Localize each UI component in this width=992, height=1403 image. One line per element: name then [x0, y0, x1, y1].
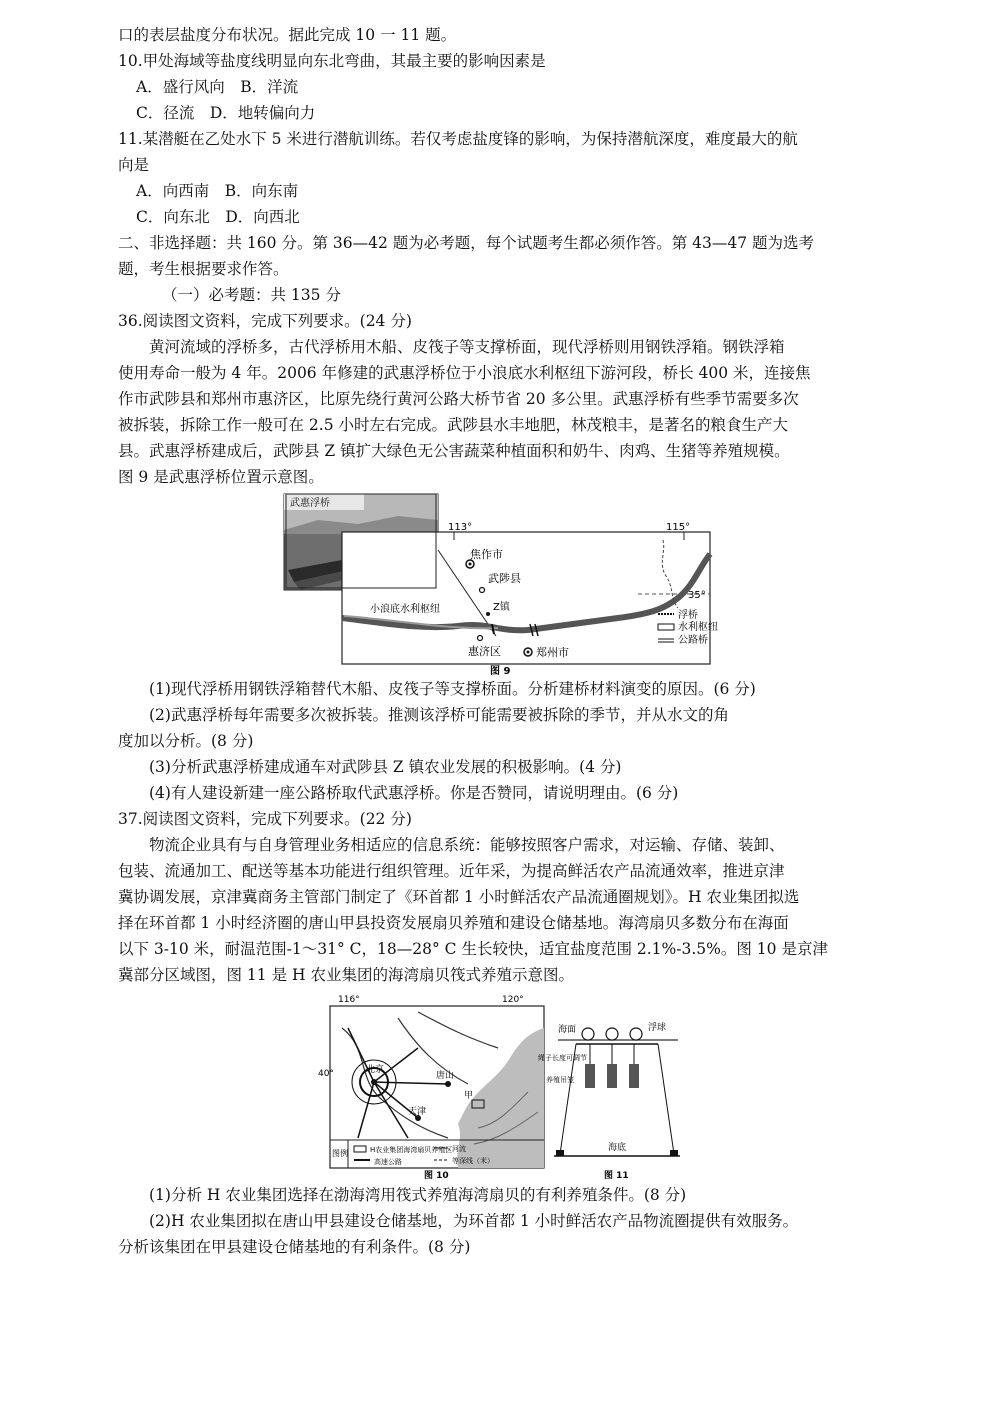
- paragraph-line: 以下 3-10 米，耐温范围-1～31° C，18—28° C 生长较快，适宜盐度范围 2.1%-3.5%。图 10 是京津: [118, 940, 828, 958]
- legend-pontoon: 浮桥: [678, 610, 698, 621]
- subquestion: (1)分析 H 农业集团选择在渤海湾用筏式养殖海湾扇贝的有利养殖条件。(8 分): [149, 1186, 687, 1204]
- subquestion: (4)有人建设新建一座公路桥取代武惠浮桥。你是否赞同，请说明理由。(6 分): [149, 784, 679, 802]
- figures-10-11-svg: [118, 988, 878, 1182]
- label-wuzhi: 武陟县: [488, 572, 521, 585]
- lon-label-113: 113°: [448, 522, 473, 533]
- text-line: 题，考生根据要求作答。: [118, 260, 289, 278]
- text-line: 度加以分析。(8 分): [118, 732, 254, 750]
- label-tangshan: 唐山: [436, 1071, 455, 1081]
- lon-label-115: 115°: [666, 522, 691, 533]
- legend-expressway: 高速公路: [374, 1158, 402, 1166]
- fig10-lat-40: 40°: [318, 1069, 334, 1079]
- label-cage: 养殖吊笼: [546, 1076, 574, 1084]
- paragraph-line: 黄河流域的浮桥多，古代浮桥用木船、皮筏子等支撑桥面，现代浮桥则用钢铁浮箱。钢铁浮箱: [149, 338, 785, 356]
- text-line: 分析该集团在甲县建设仓储基地的有利条件。(8 分): [118, 1238, 471, 1256]
- question-37: 37.阅读图文资料，完成下列要求。(22 分): [118, 810, 412, 828]
- label-tianjin: 天津: [408, 1107, 427, 1117]
- paragraph-line: 县。武惠浮桥建成后，武陟县 Z 镇扩大绿色无公害蔬菜种植面积和奶牛、肉鸡、生猪等养殖规模。: [118, 442, 790, 460]
- label-zhengzhou: 郑州市: [536, 646, 569, 659]
- fig10-legend-title: 图例: [332, 1149, 348, 1158]
- tangshan-symbol: [445, 1081, 451, 1087]
- label-jia: 甲: [464, 1091, 474, 1101]
- photo-label: 武惠浮桥: [290, 498, 330, 509]
- cage: [585, 1064, 595, 1088]
- paragraph-line: 冀协调发展，京津冀商务主管部门制定了《环首都 1 小时鲜活农产品流通圈规划》。H 农业集团拟选: [118, 888, 800, 906]
- label-jiaozuo: 焦作市: [470, 548, 503, 561]
- label-float: 浮球: [648, 1023, 667, 1033]
- paragraph-line: 使用寿命一般为 4 年。2006 年修建的武惠浮桥位于小浪底水利枢纽下游河段，桥长 400 米，连接焦: [118, 364, 811, 382]
- subquestion: (2)武惠浮桥每年需要多次被拆装。推测该浮桥可能需要被拆除的季节，并从水文的角: [149, 706, 729, 724]
- label-z-town: Z镇: [493, 602, 510, 613]
- legend-highway-bridge: 公路桥: [678, 635, 708, 646]
- fig10-lon-116: 116°: [338, 995, 360, 1005]
- question-11: 11.某潜艇在乙处水下 5 米进行潜航训练。若仅考虑盐度锋的影响，为保持潜航深度，难度最大的航: [118, 130, 798, 148]
- legend-river: 河流: [452, 1145, 466, 1153]
- text-line: 口的表层盐度分布状况。据此完成 10 一 11 题。: [118, 26, 457, 44]
- option-line: A．盛行风向 B．洋流: [136, 78, 299, 96]
- legend-dam: 水利枢纽: [678, 622, 718, 633]
- paragraph-line: 被拆装，拆除工作一般可在 2.5 小时左右完成。武陟县水丰地肥，林茂粮丰，是著名的粮食生产大: [118, 416, 789, 434]
- question-10: 10.甲处海域等盐度线明显向东北弯曲，其最主要的影响因素是: [118, 52, 546, 70]
- figure-9: [118, 490, 878, 676]
- option-line: C．向东北 D．向西北: [136, 208, 300, 226]
- label-seabed: 海底: [608, 1143, 627, 1153]
- question-36: 36.阅读图文资料，完成下列要求。(24 分): [118, 312, 412, 330]
- figures-10-11: [118, 988, 878, 1182]
- option-line: C．径流 D．地转偏向力: [136, 104, 316, 122]
- paragraph-line: 图 9 是武惠浮桥位置示意图。: [118, 468, 324, 486]
- figure-11-caption: 图 11: [604, 1171, 629, 1181]
- subquestion: (3)分析武惠浮桥建成通车对武陟县 Z 镇农业发展的积极影响。(4 分): [149, 758, 622, 776]
- legend-isobath: 等深线（米）: [452, 1157, 494, 1165]
- text-line: 向是: [118, 156, 150, 174]
- map-frame: [342, 532, 710, 664]
- label-xiaolangdi: 小浪底水利枢纽: [370, 604, 440, 615]
- float-ball: [582, 1028, 594, 1040]
- label-sea-surface: 海面: [558, 1025, 577, 1035]
- subquestion: (1)现代浮桥用钢铁浮箱替代木船、皮筏子等支撑桥面。分析建桥材料演变的原因。(6 分): [149, 680, 756, 698]
- lat-label-35: 35°: [688, 590, 706, 601]
- paragraph-line: 物流企业具有与自身管理业务相适应的信息系统：能够按照客户需求，对运输、存储、装卸、: [149, 836, 785, 854]
- label-beijing: 北京: [366, 1065, 385, 1075]
- subsection-heading: （一）必考题：共 135 分: [162, 286, 341, 304]
- exam-page: [118, 22, 878, 1260]
- legend-scallop-area: H农业集团海湾扇贝养殖区: [370, 1146, 453, 1154]
- fig10-lon-120: 120°: [502, 995, 524, 1005]
- figure-10-caption: 图 10: [424, 1171, 449, 1181]
- subquestion: (2)H 农业集团拟在唐山甲县建设仓储基地，为环首都 1 小时鲜活农产品物流圈提供有效服务。: [149, 1212, 799, 1230]
- paragraph-line: 作市武陟县和郑州市惠济区，比原先绕行黄河公路大桥节省 20 多公里。武惠浮桥有些季节需要多次: [118, 390, 799, 408]
- figure-9-caption: 图 9: [490, 666, 511, 676]
- paragraph-line: 冀部分区域图，图 11 是 H 农业集团的海湾扇贝筏式养殖示意图。: [118, 966, 574, 984]
- paragraph-line: 包装、流通加工、配送等基本功能进行组织管理。近年采，为提高鲜活农产品流通效率，推进京津: [118, 862, 785, 880]
- label-huiji: 惠济区: [468, 645, 501, 658]
- figure-9-map: [118, 490, 878, 676]
- paragraph-line: 择在环首都 1 小时经济圈的唐山甲县投资发展扇贝养殖和建设仓储基地。海湾扇贝多数分布在海面: [118, 914, 789, 932]
- option-line: A．向西南 B．向东南: [136, 182, 299, 200]
- label-rope-length: 绳子长度可调节: [538, 1054, 587, 1062]
- section-heading: 二、非选择题：共 160 分。第 36—42 题为必考题，每个试题考生都必须作答。第 43—47 题为选考: [118, 234, 815, 252]
- z-town-symbol: [486, 612, 490, 616]
